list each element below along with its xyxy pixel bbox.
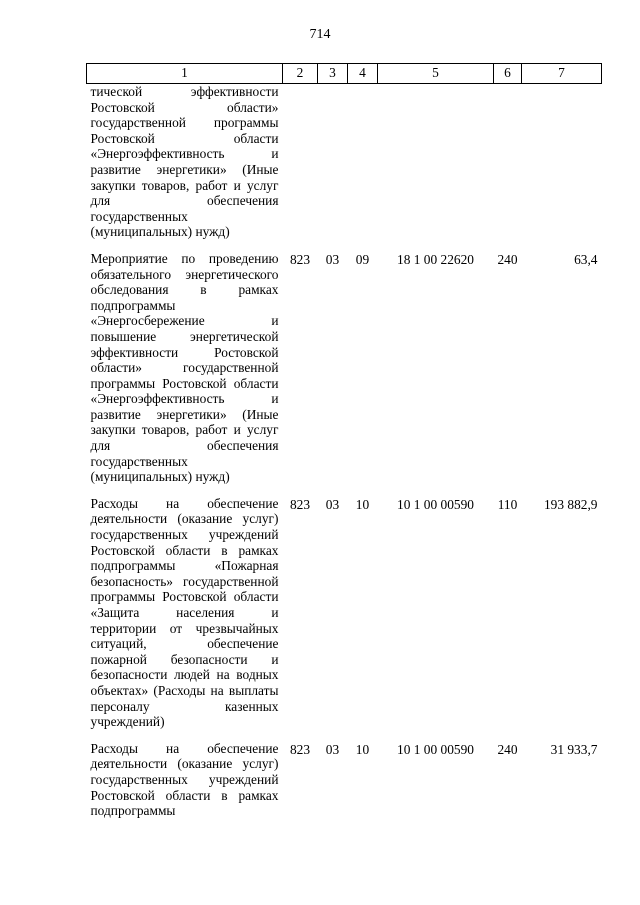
column-header: 6: [494, 64, 522, 84]
target-article-code: 10 1 00 00590: [397, 496, 474, 512]
target-article-code: 18 1 00 22620: [397, 251, 474, 267]
subsection-code: 10: [355, 741, 370, 757]
amount: [522, 84, 602, 251]
expense-type-code: [494, 84, 522, 251]
amount: 193 882,9: [543, 496, 598, 512]
admin-code: [283, 84, 318, 251]
table-row: [87, 251, 602, 496]
amount: 63,4: [574, 251, 598, 267]
amount: 31 933,7: [550, 741, 598, 757]
column-header: 5: [378, 64, 494, 84]
column-header: 7: [522, 64, 602, 84]
section-code: 03: [325, 251, 340, 267]
row-description: тической эффективности Ростовской области» государственной программы Ростовской области «Энергоэффективность и развитие энергетики» (Иные закупки товаров, работ и услуг для обеспечения государственных (муниципальных) нужд): [90, 84, 279, 240]
column-header: 2: [283, 64, 318, 84]
table-row: [87, 84, 602, 251]
column-header: 3: [318, 64, 348, 84]
section-code: 03: [325, 741, 340, 757]
column-header: 4: [348, 64, 378, 84]
admin-code: 823: [289, 496, 311, 512]
expense-type-code: 240: [497, 741, 518, 757]
subsection-code: 10: [355, 496, 370, 512]
expense-type-code: 240: [497, 251, 518, 267]
row-description: Расходы на обеспечение деятельности (оказание услуг) государственных учреждений Ростовской области в рамках подпрограммы «Пожарная безопасность» государственной программы Ростовской области «Защита населения и территории от чрезвычайных ситуаций, обеспечение пожарной безопасности и безопасности людей на водных объектах» (Расходы на выплаты персоналу казенных учреждений): [90, 495, 279, 730]
subsection-code: 09: [355, 251, 370, 267]
row-description: Мероприятие по проведению обязательного энергетического обследования в рамках подпрограммы «Энергосбережение и повышение энергетической эффективности Ростовской области» государственной программы Ростовской области «Энергоэффективность и развитие энергетики» (Иные закупки товаров, работ и услуг для обеспечения государственных (муниципальных) нужд): [90, 250, 279, 485]
admin-code: 823: [289, 251, 311, 267]
target-article-code: [378, 84, 494, 251]
budget-table: [86, 63, 602, 819]
row-description: Расходы на обеспечение деятельности (оказание услуг) государственных учреждений Ростовской области в рамках подпрограммы: [90, 740, 279, 819]
section-code: [318, 84, 348, 251]
table-row: [87, 741, 602, 819]
target-article-code: 10 1 00 00590: [397, 741, 474, 757]
admin-code: 823: [289, 741, 311, 757]
expense-type-code: 110: [497, 496, 518, 512]
subsection-code: [348, 84, 378, 251]
table-row: [87, 496, 602, 741]
table-header-row: [87, 64, 602, 84]
page-number: 714: [309, 27, 331, 42]
section-code: 03: [325, 496, 340, 512]
column-header: 1: [87, 64, 283, 84]
